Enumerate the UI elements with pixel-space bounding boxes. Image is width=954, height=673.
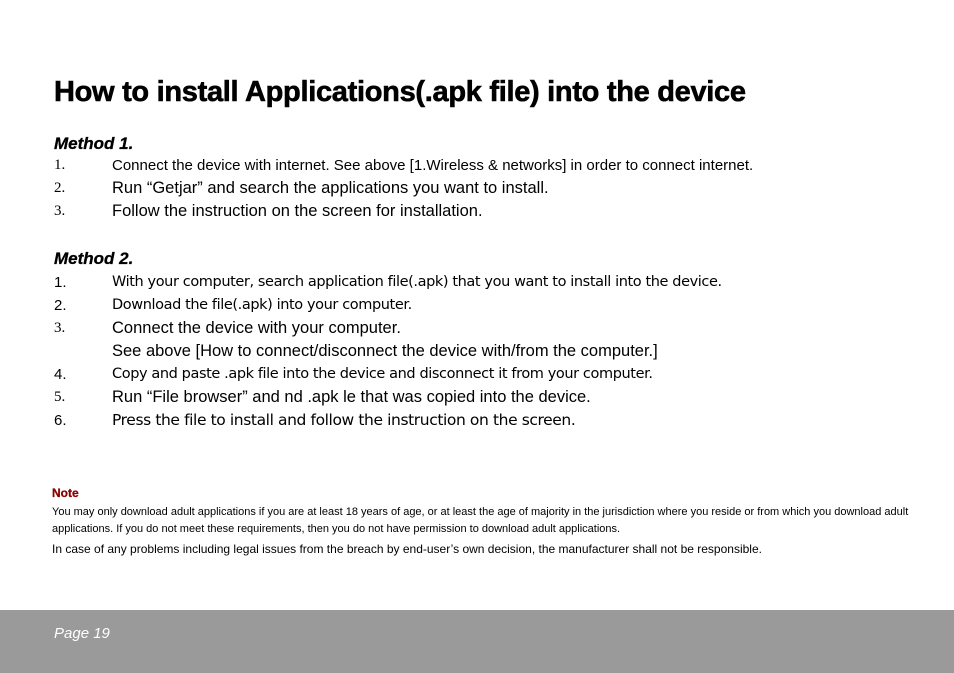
method-1-steps xyxy=(0,154,954,223)
step-text: Connect the device with internet. See above [1.Wireless & networks] in order to connect internet. xyxy=(112,157,754,174)
step-text: Copy and paste .apk file into the device and disconnect it from your computer. xyxy=(112,366,653,382)
method-1-heading: Method 1. xyxy=(54,134,134,153)
list-item xyxy=(0,386,954,409)
step-text: Run “File browser” and nd .apk le that was copied into the device. xyxy=(112,388,591,406)
step-number: 5. xyxy=(54,389,66,405)
list-item xyxy=(0,271,954,294)
list-item xyxy=(0,317,954,363)
method-2-steps xyxy=(0,271,954,432)
note-text-age-requirement: You may only download adult applications if you are at least 18 years of age, or at least the age of majority in the jurisdiction where you reside or from which you download adult applications. If you do not meet these requirements, then you do not have permission to download adult applications. xyxy=(52,506,909,535)
step-text: Press the file to install and follow the instruction on the screen. xyxy=(112,411,576,429)
step-text: Run “Getjar” and search the applications you want to install. xyxy=(112,179,549,197)
note-text-liability: In case of any problems including legal issues from the breach by end-user’s own decision, the manufacturer shall not be responsible. xyxy=(52,542,762,556)
step-text-line-2: See above [How to connect/disconnect the device with/from the computer.] xyxy=(112,342,658,360)
step-text xyxy=(112,317,658,363)
list-item xyxy=(0,409,954,432)
list-item xyxy=(0,154,954,177)
step-number: 1. xyxy=(54,274,67,291)
step-text: Download the file(.apk) into your computer. xyxy=(112,297,412,313)
step-text: With your computer, search application file(.apk) that you want to install into the device. xyxy=(112,274,722,290)
method-2-heading: Method 2. xyxy=(54,249,134,268)
page-footer xyxy=(0,610,954,673)
step-number: 3. xyxy=(54,320,66,336)
list-item xyxy=(0,177,954,200)
step-text-line-1: Connect the device with your computer. xyxy=(112,319,401,337)
step-number: 6. xyxy=(54,412,67,429)
step-number: 2. xyxy=(54,297,67,314)
list-item xyxy=(0,200,954,223)
step-text: Follow the instruction on the screen for installation. xyxy=(112,202,483,220)
note-label: Note xyxy=(52,486,79,500)
note-section xyxy=(52,486,912,558)
page-title: How to install Applications(.apk file) into the device xyxy=(54,76,746,108)
step-number: 1. xyxy=(54,157,66,173)
list-item xyxy=(0,363,954,386)
list-item xyxy=(0,294,954,317)
step-number: 2. xyxy=(54,180,66,196)
step-number: 4. xyxy=(54,366,67,383)
page-number: Page 19 xyxy=(54,625,110,642)
step-number: 3. xyxy=(54,203,66,219)
